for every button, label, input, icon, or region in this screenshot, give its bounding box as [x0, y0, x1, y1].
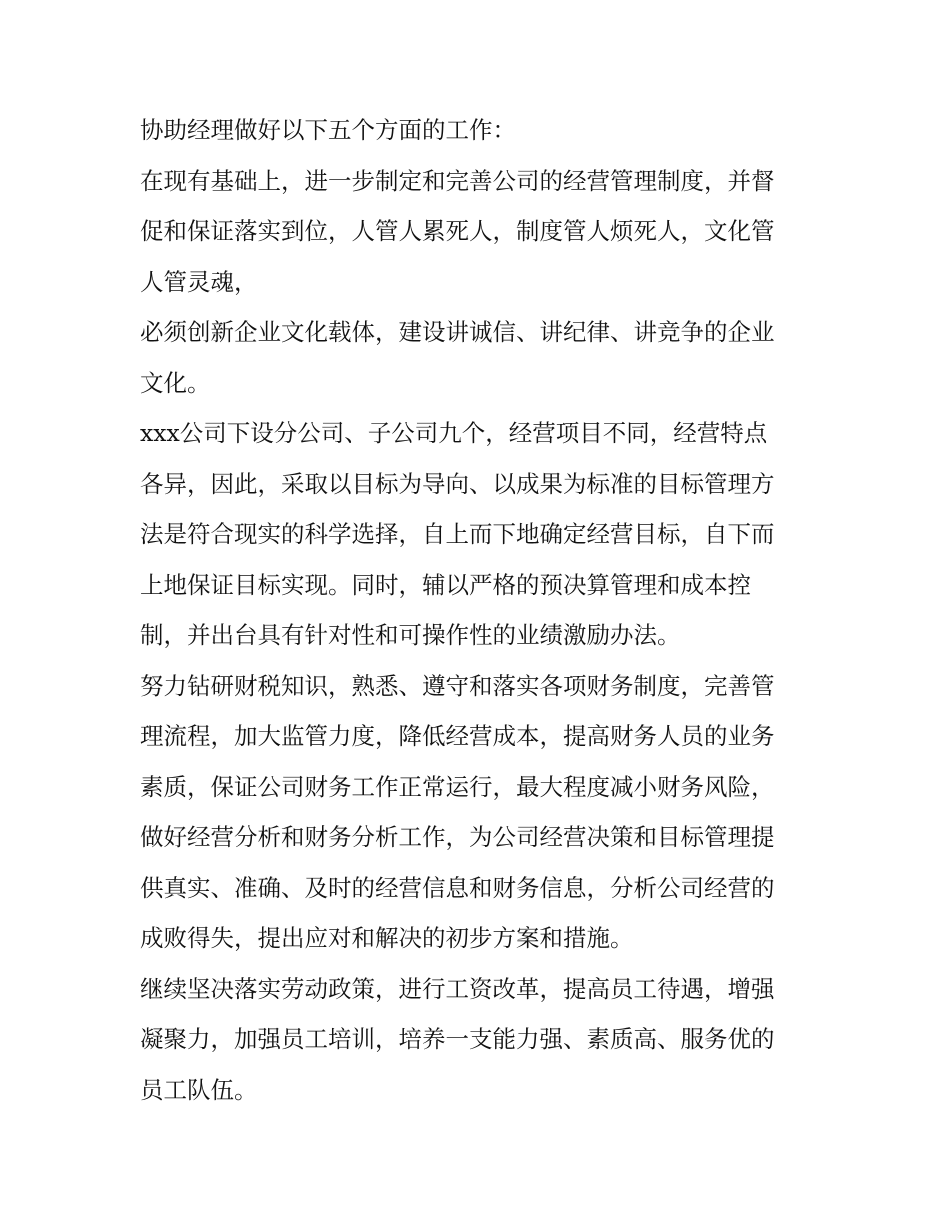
text-line: 各异，因此，采取以目标为导向、以成果为标准的目标管理方	[140, 469, 775, 498]
text-line: 促和保证落实到位，人管人累死人，制度管人烦死人，文化管	[140, 217, 775, 245]
text-line: 素质，保证公司财务工作正常运行，最大程度减小财务风险，	[140, 772, 775, 801]
paragraph-corporate-culture	[140, 307, 816, 408]
text-line: 上地保证目标实现。同时，辅以严格的预决算管理和成本控	[140, 570, 751, 599]
paragraph-objective-management	[140, 408, 816, 661]
text-line: 员工队伍。	[140, 1075, 258, 1104]
paragraph-management-system	[140, 156, 816, 308]
text-line: 在现有基础上，进一步制定和完善公司的经营管理制度，并督	[140, 166, 775, 195]
text-line: 制，并出台具有针对性和可操作性的业绩激励办法。	[140, 621, 681, 649]
document-body	[140, 105, 816, 1115]
text-line: 人管灵魂，	[140, 267, 258, 296]
text-line: 必须创新企业文化载体，建设讲诚信、讲纪律、讲竞争的企业	[140, 318, 775, 346]
text-line: 努力钻研财税知识，熟悉、遵守和落实各项财务制度，完善管	[140, 671, 775, 700]
paragraph-intro	[140, 105, 816, 156]
text-line: 做好经营分析和财务分析工作，为公司经营决策和目标管理提	[140, 823, 775, 851]
text-line: xxx公司下设分公司、子公司九个，经营项目不同，经营特点	[140, 419, 768, 447]
text-line: 文化。	[140, 368, 211, 397]
paragraph-labor-policy	[140, 964, 816, 1116]
text-line: 法是符合现实的科学选择，自上而下地确定经营目标，自下而	[140, 520, 775, 548]
text-line: 供真实、准确、及时的经营信息和财务信息，分析公司经营的	[140, 873, 775, 902]
text-line: 成败得失，提出应对和解决的初步方案和措施。	[140, 924, 634, 952]
text-line: 继续坚决落实劳动政策，进行工资改革，提高员工待遇，增强	[140, 974, 775, 1003]
paragraph-finance	[140, 661, 816, 964]
text-line: 凝聚力，加强员工培训，培养一支能力强、素质高、服务优的	[140, 1025, 775, 1053]
text-line: 理流程，加大监管力度，降低经营成本，提高财务人员的业务	[140, 722, 775, 750]
text-line: 协助经理做好以下五个方面的工作：	[140, 116, 516, 144]
